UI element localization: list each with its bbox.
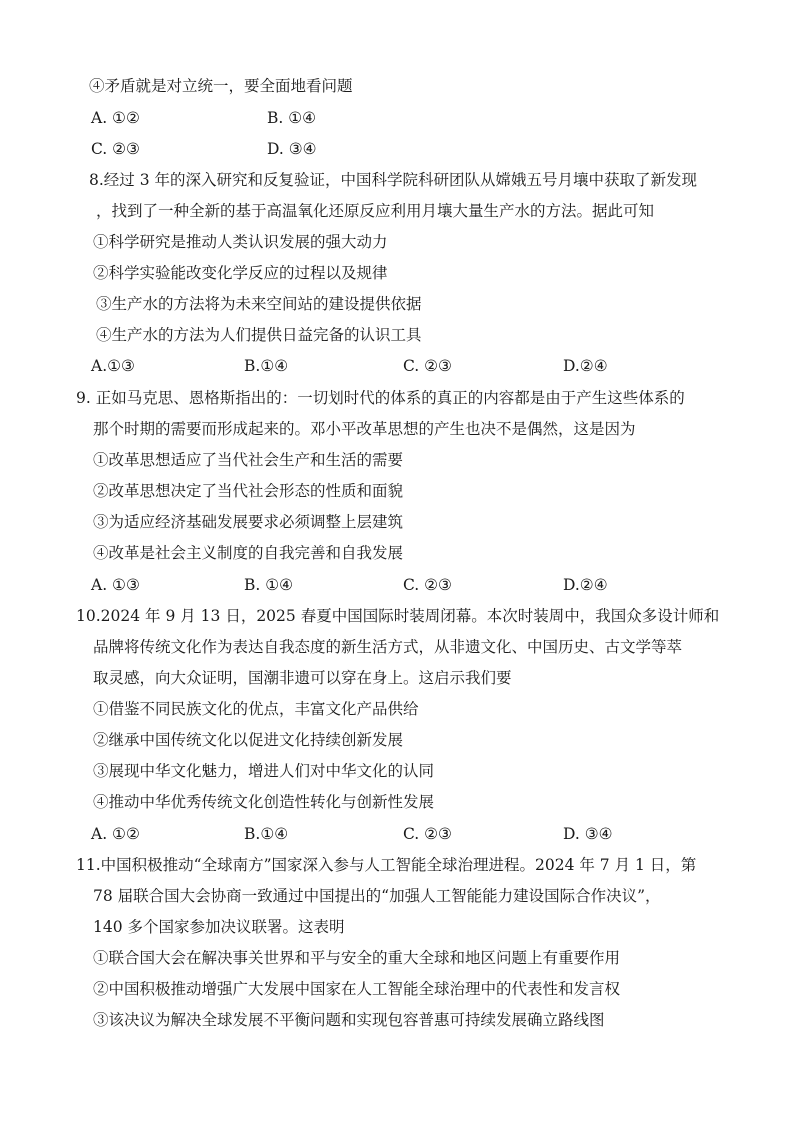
q9-stem-line-2: 那个时期的需要而形成起来的。邓小平改革思想的产生也决不是偶然，这是因为 xyxy=(93,420,636,438)
q8-stem-line-1: 8.经过 3 年的深入研究和反复验证，中国科学院科研团队从嫦娥五号月壤中获取了新发现 xyxy=(89,171,698,189)
q11-stem-line-3: 140 多个国家参加决议联署。这表明 xyxy=(93,918,345,936)
q9-statement-4: ④改革是社会主义制度的自我完善和自我发展 xyxy=(93,544,404,562)
q10-stem-line-3: 取灵感，向大众证明，国潮非遗可以穿在身上。这启示我们要 xyxy=(93,669,512,687)
q9-option-b: B. ①④ xyxy=(244,576,294,594)
q10-stem-line-2: 品牌将传统文化作为表达自我态度的新生活方式，从非遗文化、中国历史、古文学等萃 xyxy=(93,638,683,656)
q9-option-a: A. ①③ xyxy=(91,576,140,594)
q9-statement-3: ③为适应经济基础发展要求必须调整上层建筑 xyxy=(93,513,404,531)
q9-option-d: D.②④ xyxy=(563,576,608,594)
q10-option-c: C. ②③ xyxy=(403,825,452,843)
q11-statement-2: ②中国积极推动增强广大发展中国家在人工智能全球治理中的代表性和发言权 xyxy=(93,980,621,998)
q10-stem-line-1: 10.2024 年 9 月 13 日，2025 春夏中国国际时装周闭幕。本次时装周中，我国众多设计师和 xyxy=(76,607,720,625)
q8-option-b: B.①④ xyxy=(244,357,289,375)
q10-statement-2: ②继承中国传统文化以促进文化持续创新发展 xyxy=(93,731,404,749)
q8-statement-1: ①科学研究是推动人类认识发展的强大动力 xyxy=(93,233,388,251)
q7-statement-4: ④矛盾就是对立统一，要全面地看问题 xyxy=(89,77,353,95)
q9-stem-line-1: 9. 正如马克思、恩格斯指出的：一切划时代的体系的真正的内容都是由于产生这些体系的 xyxy=(76,389,685,407)
q9-option-c: C. ②③ xyxy=(403,576,452,594)
q10-option-d: D. ③④ xyxy=(563,825,613,843)
q8-option-d: D.②④ xyxy=(563,357,608,375)
q10-statement-3: ③展现中华文化魅力，增进人们对中华文化的认同 xyxy=(93,762,435,780)
q10-option-b: B.①④ xyxy=(244,825,289,843)
q7-option-a: A. ①② xyxy=(91,109,140,127)
q10-statement-1: ①借鉴不同民族文化的优点，丰富文化产品供给 xyxy=(93,700,419,718)
q9-statement-2: ②改革思想决定了当代社会形态的性质和面貌 xyxy=(93,482,404,500)
q8-statement-2: ②科学实验能改变化学反应的过程以及规律 xyxy=(93,264,388,282)
q7-option-d: D. ③④ xyxy=(267,140,317,158)
q8-option-a: A.①③ xyxy=(91,357,135,375)
q11-statement-1: ①联合国大会在解决事关世界和平与安全的重大全球和地区问题上有重要作用 xyxy=(93,949,621,967)
q11-statement-3: ③该决议为解决全球发展不平衡问题和实现包容普惠可持续发展确立路线图 xyxy=(93,1011,605,1029)
q8-statement-3: ③生产水的方法将为未来空间站的建设提供依据 xyxy=(96,295,422,313)
q7-option-c: C. ②③ xyxy=(91,140,140,158)
q8-stem-line-2: ，找到了一种全新的基于高温氧化还原反应利用月壤大量生产水的方法。据此可知 xyxy=(96,202,655,220)
q11-stem-line-1: 11.中国积极推动“全球南方”国家深入参与人工智能全球治理进程。2024 年 7 月 1 日，第 xyxy=(76,856,697,874)
q10-statement-4: ④推动中华优秀传统文化创造性转化与创新性发展 xyxy=(93,793,435,811)
q10-option-a: A. ①② xyxy=(91,825,140,843)
q7-option-b: B. ①④ xyxy=(267,109,317,127)
q9-statement-1: ①改革思想适应了当代社会生产和生活的需要 xyxy=(93,451,404,469)
q8-option-c: C. ②③ xyxy=(403,357,452,375)
q11-stem-line-2: 78 届联合国大会协商一致通过中国提出的“加强人工智能能力建设国际合作决议”， xyxy=(93,887,661,905)
q8-statement-4: ④生产水的方法为人们提供日益完备的认识工具 xyxy=(96,326,422,344)
